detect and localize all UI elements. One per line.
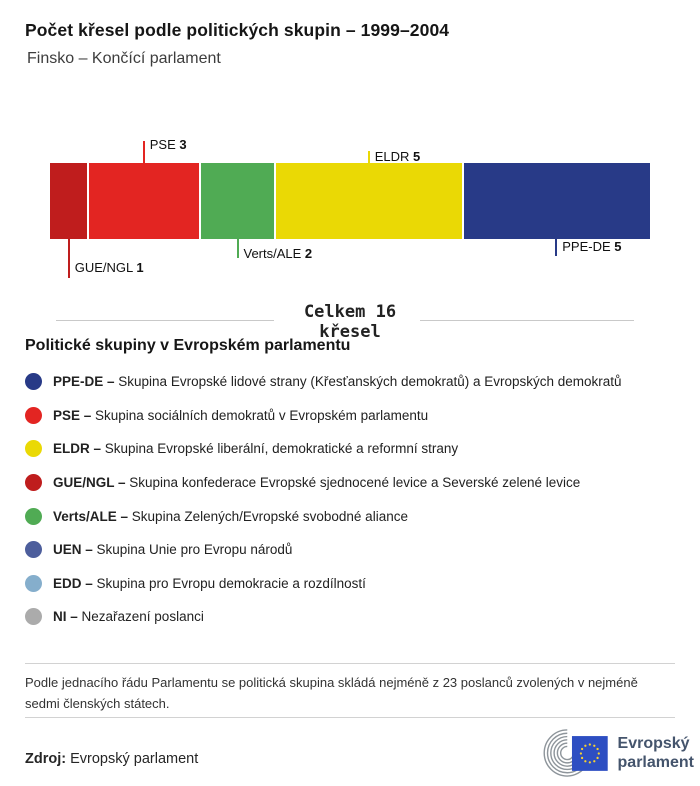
eu-flag-star <box>589 761 591 763</box>
bar-segment-ELDR <box>276 163 462 239</box>
bar-segment-GUE/NGL <box>50 163 87 239</box>
eu-flag-star <box>581 757 583 759</box>
bar-segment-Verts/ALE <box>201 163 274 239</box>
seat-bar-chart <box>0 0 700 300</box>
legend-item-PSE <box>25 399 685 433</box>
legend-dot-PPE-DE <box>25 373 42 390</box>
legend-text-ELDR: ELDR – Skupina Evropské liberální, demokratické a reformní strany <box>53 441 459 457</box>
eu-flag <box>572 736 608 771</box>
legend-text-EDD: EDD – Skupina pro Evropu demokracie a rozdílností <box>53 575 366 591</box>
hemicycle-arc <box>561 746 574 759</box>
legend-item-ELDR <box>25 432 685 466</box>
source-value: Evropský parlament <box>70 751 199 767</box>
divider <box>25 717 675 718</box>
legend-text-Verts/ALE: Verts/ALE – Skupina Zelených/Evropské svobodné aliance <box>53 508 408 524</box>
eu-flag-star <box>593 760 595 762</box>
total-divider-right <box>420 320 634 321</box>
bar-segment-PPE-DE <box>464 163 651 239</box>
legend-text-NI: NI – Nezařazení poslanci <box>53 609 204 625</box>
legend-item-EDD <box>25 567 685 601</box>
legend-dot-EDD <box>25 575 42 592</box>
callout-tick-ELDR <box>368 151 370 163</box>
legend <box>25 365 685 634</box>
legend-dot-Verts/ALE <box>25 508 42 525</box>
legend-dot-UEN <box>25 541 42 558</box>
divider <box>25 663 675 664</box>
legend-text-GUE/NGL: GUE/NGL – Skupina konfederace Evropské sjednocené levice a Severské zelené levice <box>53 475 581 491</box>
legend-item-UEN <box>25 533 685 567</box>
eu-flag-star <box>596 757 598 759</box>
source-label: Zdroj: <box>25 751 67 767</box>
legend-dot-ELDR <box>25 440 42 457</box>
legend-text-UEN: UEN – Skupina Unie pro Evropu národů <box>53 542 293 558</box>
source <box>25 751 198 767</box>
ep-logo <box>524 726 694 780</box>
page-subtitle: Finsko – Končící parlament <box>27 50 221 67</box>
bar-segment-PSE <box>89 163 200 239</box>
callout-label-PSE: PSE 3 <box>149 137 187 152</box>
legend-text-PSE: PSE – Skupina sociálních demokratů v Evropském parlamentu <box>53 407 429 423</box>
eu-flag-star <box>584 760 586 762</box>
total-label <box>0 302 700 342</box>
note-text: Podle jednacího řádu Parlamentu se politická skupina skládá nejméně z 23 poslanců zvolených v nejméně sedmi členských státech. <box>25 675 638 712</box>
callout-tick-GUE/NGL <box>68 239 70 278</box>
eu-flag-star <box>581 748 583 750</box>
callout-label-Verts/ALE: Verts/ALE 2 <box>243 246 313 261</box>
legend-text-PPE-DE: PPE-DE – Skupina Evropské lidové strany (Křesťanských demokratů) a Evropských demokratů <box>53 374 622 390</box>
eu-flag-star <box>589 743 591 745</box>
eu-flag-star <box>580 752 582 754</box>
eu-flag-star <box>598 752 600 754</box>
legend-item-GUE/NGL <box>25 466 685 500</box>
callout-label-GUE/NGL: GUE/NGL 1 <box>74 260 144 275</box>
callout-tick-Verts/ALE <box>237 239 239 258</box>
eu-flag-star <box>584 745 586 747</box>
legend-dot-GUE/NGL <box>25 474 42 491</box>
eu-flag-star <box>593 745 595 747</box>
legend-item-NI <box>25 600 685 634</box>
logo-line-2: parlament <box>617 754 694 771</box>
ep-logo-mark <box>524 726 611 780</box>
ep-logo-text <box>618 734 694 772</box>
callout-label-ELDR: ELDR 5 <box>374 149 421 164</box>
callout-tick-PSE <box>143 141 145 163</box>
legend-dot-PSE <box>25 407 42 424</box>
total-line-1: Celkem 16 <box>303 302 397 322</box>
eu-flag-star <box>596 748 598 750</box>
total-divider-left <box>56 320 274 321</box>
legend-dot-NI <box>25 608 42 625</box>
legend-item-PPE-DE <box>25 365 685 399</box>
logo-line-1: Evropský <box>617 735 690 752</box>
total-line-2: křesel <box>319 322 381 342</box>
callout-label-PPE-DE: PPE-DE 5 <box>562 239 622 254</box>
page-title: Počet křesel podle politických skupin – 1999–2004 <box>25 20 450 40</box>
legend-item-Verts/ALE <box>25 499 685 533</box>
callout-tick-PPE-DE <box>555 239 557 256</box>
legend-heading: Politické skupiny v Evropském parlamentu <box>25 337 351 354</box>
